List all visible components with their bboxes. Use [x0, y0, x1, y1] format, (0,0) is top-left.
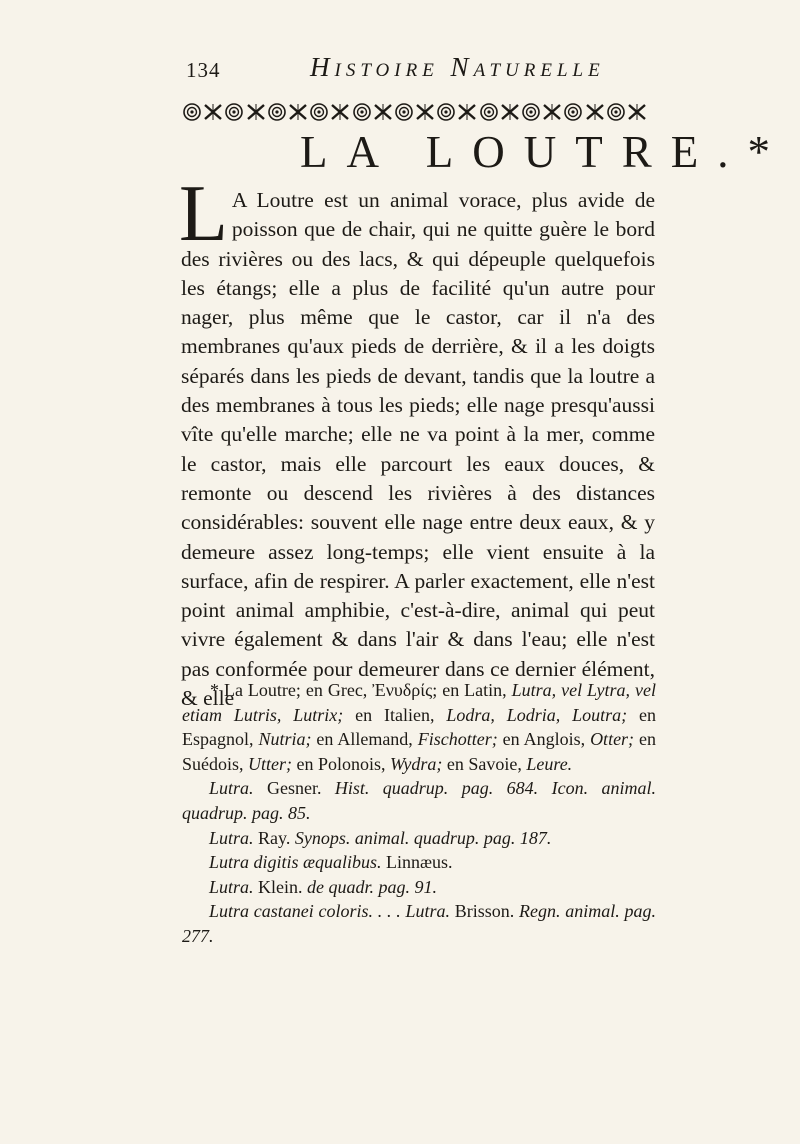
cross-ornament-icon — [415, 102, 435, 122]
footnote-ref-klein: Lutra. Klein. de quadr. pag. 91. — [209, 876, 438, 897]
drop-cap: L — [179, 170, 228, 258]
rosette-ornament-icon — [352, 102, 372, 122]
rosette-ornament-icon — [521, 102, 541, 122]
rosette-ornament-icon — [224, 102, 244, 122]
page-number: 134 — [186, 58, 221, 82]
footnote-ref-brisson: Lutra castanei coloris. . . . Lutra. Brisson. Regn. animal. pag. 277. — [182, 901, 656, 946]
footnote-ref-gesner: Lutra. Gesner. Hist. quadrup. pag. 684. Icon. animal. quadrup. pag. 85. — [182, 778, 657, 823]
cross-ornament-icon — [500, 102, 520, 122]
footnote-ref-ray: Lutra. Ray. Synops. animal. quadrup. pag. 187. — [209, 827, 552, 848]
running-head — [0, 52, 800, 92]
footnote-ref-linnaeus: Lutra digitis æqualibus. Linnæus. — [209, 852, 453, 873]
footnote-names: * La Loutre; en Grec, Ἐνυδρίς; en Latin, Lutra, vel Lytra, vel etiam Lutris, Lutrix; en Italien, Lodra, Lodria, Loutra; en Espagnol, Nutria; en Allemand, Fischotter; en Anglois, Otter; en Suédois, Utter; en Polonois, Wydra; en Savoie, Leure. — [182, 680, 657, 774]
rosette-ornament-icon — [563, 102, 583, 122]
rosette-ornament-icon — [182, 102, 202, 122]
cross-ornament-icon — [585, 102, 605, 122]
cross-ornament-icon — [203, 102, 223, 122]
running-title: Histoire Naturelle — [310, 52, 605, 82]
main-text — [179, 170, 655, 713]
rosette-ornament-icon — [267, 102, 287, 122]
cross-ornament-icon — [627, 102, 647, 122]
rosette-ornament-icon — [309, 102, 329, 122]
main-paragraph: A Loutre est un animal vorace, plus avide de poisson que de chair, qui ne quitte guère le bord des rivières ou des lacs, & qui dépeuple quelquefois les étangs; elle a plus de facilité qu'un autre pour nager, plus même que le castor, car il n'a des membranes qu'aux pieds de derrière, & il a les doigts séparés dans les pieds de devant, tandis que la loutre a des membranes à tous les pieds; elle nage presqu'aussi vîte qu'elle marche; elle ne va point à la mer, comme le castor, mais elle parcourt les eaux douces, & remonte ou descend les rivières à des distances considérables: souvent elle nage entre deux eaux, & y demeure assez long-temps; elle vient ensuite à la surface, afin de respirer. A parler exactement, elle n'est point animal amphibie, c'est-à-dire, animal qui peut vivre également & dans l'air & dans l'eau; elle n'est pas conformée pour demeurer dans ce dernier élément, & elle — [181, 188, 655, 711]
rosette-ornament-icon — [606, 102, 626, 122]
cross-ornament-icon — [542, 102, 562, 122]
rosette-ornament-icon — [394, 102, 414, 122]
rosette-ornament-icon — [436, 102, 456, 122]
footnote — [182, 678, 656, 949]
cross-ornament-icon — [288, 102, 308, 122]
cross-ornament-icon — [246, 102, 266, 122]
cross-ornament-icon — [330, 102, 350, 122]
cross-ornament-icon — [457, 102, 477, 122]
rosette-ornament-icon — [479, 102, 499, 122]
ornamental-band — [182, 96, 647, 128]
cross-ornament-icon — [373, 102, 393, 122]
chapter-title: LA LOUTRE.* — [300, 127, 789, 177]
